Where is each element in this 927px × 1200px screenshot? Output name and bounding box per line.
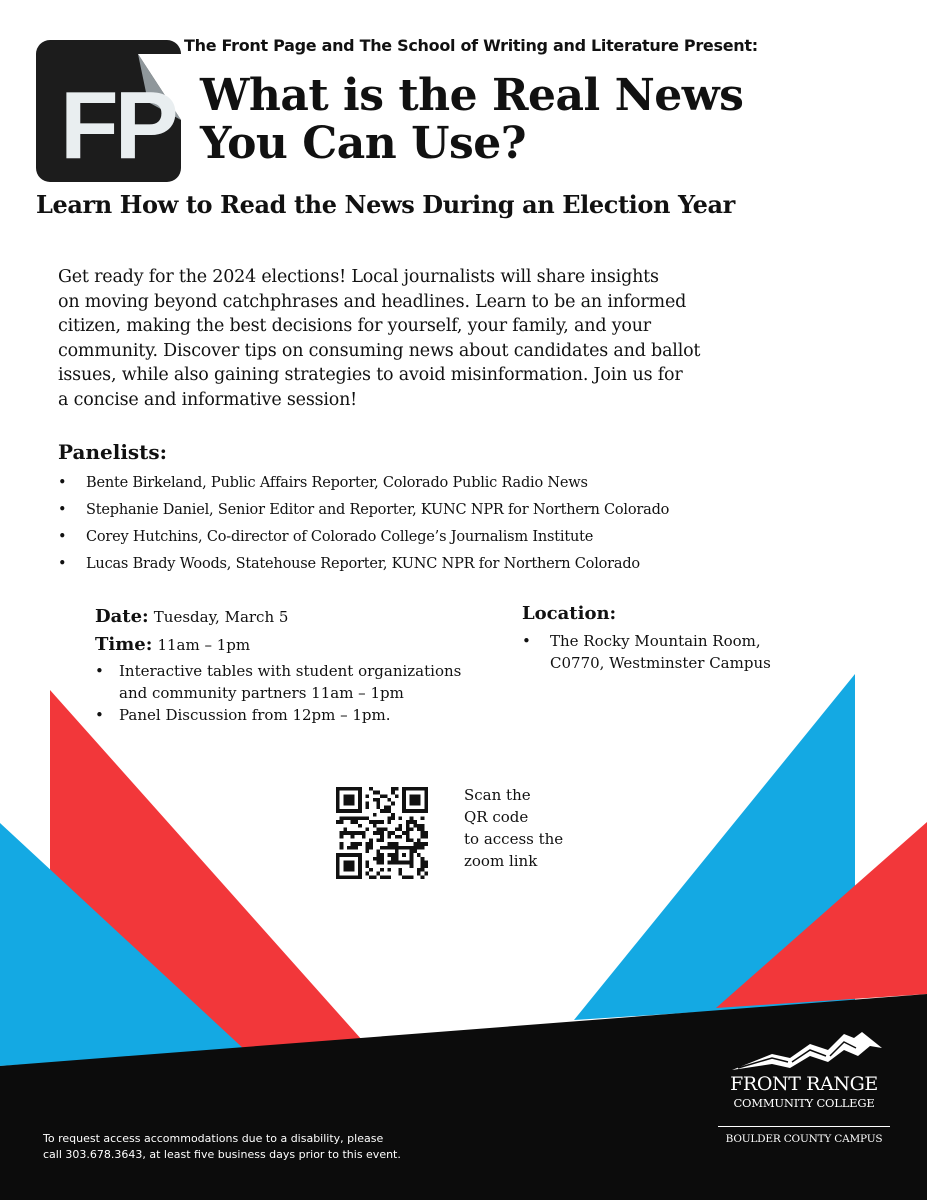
panelist-item: • Lucas Brady Woods, Statehouse Reporter, KUNC NPR for Northern Colorado — [58, 553, 669, 580]
time-detail-line: and community partners 11am – 1pm — [119, 684, 404, 702]
location-label: Location: — [522, 603, 617, 624]
qr-caption — [464, 784, 594, 872]
time-details-list — [95, 660, 461, 726]
intro-line: on moving beyond catchphrases and headlines. Learn to be an informed — [58, 291, 687, 312]
fp-logo — [36, 40, 181, 182]
disclaimer-line: call 303.678.3643, at least five business days prior to this event. — [43, 1148, 401, 1161]
qr-caption-line: QR code — [464, 808, 529, 826]
panelist-item: • Stephanie Daniel, Senior Editor and Reporter, KUNC NPR for Northern Colorado — [58, 499, 669, 526]
time-row — [95, 634, 250, 655]
presenter-line: The Front Page and The School of Writing and Literature Present: — [184, 36, 758, 55]
college-name: FRONT RANGE — [730, 1073, 878, 1095]
panelist-item: • Corey Hutchins, Co-director of Colorado College’s Journalism Institute — [58, 526, 669, 553]
intro-line: a concise and informative session! — [58, 389, 358, 410]
time-detail-item — [95, 660, 461, 704]
panelists-heading: Panelists: — [58, 440, 168, 464]
time-label: Time: — [95, 634, 153, 655]
disclaimer-line: To request access accommodations due to a disability, please — [43, 1132, 384, 1145]
date-value: Tuesday, March 5 — [153, 608, 289, 626]
campus-name: BOULDER COUNTY CAMPUS — [725, 1133, 883, 1145]
qr-code[interactable] — [336, 787, 428, 879]
location-line: The Rocky Mountain Room, — [550, 632, 761, 650]
title-line-2: You Can Use? — [200, 118, 526, 169]
location-line: C0770, Westminster Campus — [550, 654, 771, 672]
mountain-icon — [732, 1028, 882, 1072]
panelist-item: • Bente Birkeland, Public Affairs Reporter, Colorado Public Radio News — [58, 472, 669, 499]
page-title — [200, 72, 743, 168]
qr-caption-line: Scan the — [464, 786, 531, 804]
date-label: Date: — [95, 606, 149, 627]
college-subtitle: COMMUNITY COLLEGE — [733, 1096, 875, 1110]
subtitle: Learn How to Read the News During an Election Year — [36, 190, 735, 219]
qr-caption-line: zoom link — [464, 852, 538, 870]
intro-line: citizen, making the best decisions for yourself, your family, and your — [58, 316, 651, 336]
intro-paragraph — [58, 265, 878, 412]
time-value: 11am – 1pm — [157, 636, 251, 654]
time-detail-line: Interactive tables with student organizations — [119, 662, 462, 680]
frcc-logo — [718, 1028, 890, 1156]
accessibility-disclaimer — [43, 1131, 423, 1163]
intro-line: issues, while also gaining strategies to avoid misinformation. Join us for — [58, 365, 683, 385]
logo-divider — [718, 1126, 890, 1127]
qr-caption-line: to access the — [464, 830, 564, 848]
location-list — [522, 630, 771, 674]
panelists-list — [58, 472, 669, 580]
location-item — [522, 630, 771, 674]
intro-line: Get ready for the 2024 elections! Local journalists will share insights — [58, 267, 659, 287]
intro-line: community. Discover tips on consuming news about candidates and ballot — [58, 340, 701, 361]
time-detail-item: • Panel Discussion from 12pm – 1pm. — [95, 704, 461, 726]
date-row — [95, 606, 288, 627]
fp-logo-text: FP — [60, 72, 175, 179]
title-line-1: What is the Real News — [200, 70, 744, 121]
